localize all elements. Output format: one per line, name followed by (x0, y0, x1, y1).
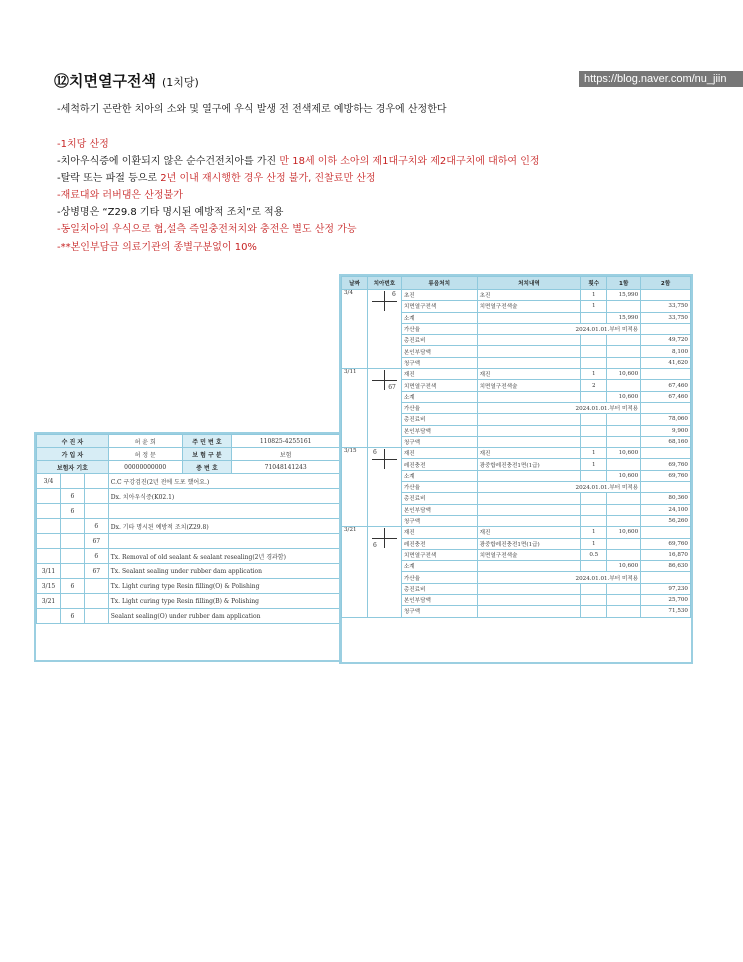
row-text: Sealant sealing(O) under rubber dam application (108, 609, 339, 624)
note-3 (57, 169, 376, 184)
treatment-detail (477, 515, 581, 526)
amount-2: 71,530 (641, 606, 691, 617)
tooth-upper: 6 (60, 579, 84, 594)
treatment-detail (477, 436, 581, 447)
chart-row (37, 594, 340, 609)
treatment-detail (477, 583, 581, 594)
treatment-detail: 재진 (477, 527, 581, 538)
tooth-cross-v (384, 370, 385, 390)
tooth-cross (370, 369, 399, 391)
tooth-lower (84, 609, 108, 624)
tooth-lower: 67 (84, 564, 108, 579)
claim-row (342, 527, 691, 538)
row-date: 3/11 (37, 564, 61, 579)
amount-2: 86,630 (641, 561, 691, 572)
treatment-count (581, 357, 607, 368)
row-text: Tx. Sealant sealing under rubber dam application (108, 564, 339, 579)
tooth-lower: 6 (84, 519, 108, 534)
group-date: 3/4 (342, 290, 368, 369)
header-row (37, 435, 340, 448)
tooth-diagram (367, 369, 401, 448)
amount-2: 56,260 (641, 515, 691, 526)
amount-1 (607, 583, 641, 594)
treatment-count: 0.5 (581, 549, 607, 560)
tooth-cross (370, 290, 399, 312)
treatment-count (581, 504, 607, 515)
treatment-detail (477, 312, 581, 323)
insurer-code-value: 00000000000 (108, 461, 182, 474)
treatment-count (581, 493, 607, 504)
treatment-name: 치면열구전색 (401, 549, 477, 560)
treatment-detail (477, 335, 581, 346)
note-5: -상병명은 “Z29.8 기타 명시된 예방적 조치”로 적용 (57, 207, 284, 218)
treatment-detail: 광중합레진충전1면(1급) (477, 459, 581, 470)
amount-2: 33,750 (641, 312, 691, 323)
treatment-detail: 2024.01.01.부터 미적용 (477, 482, 641, 493)
col-detail: 처치내역 (477, 277, 581, 290)
header-row (37, 448, 340, 461)
chart-row (37, 504, 340, 519)
subscriber-label: 가 입 자 (37, 448, 109, 461)
treatment-detail (477, 470, 581, 481)
tooth-lower (84, 594, 108, 609)
tooth-diagram (367, 527, 401, 617)
note-1: -1치당 산정 (57, 139, 109, 150)
treatment-count: 1 (581, 448, 607, 459)
treatment-detail (477, 606, 581, 617)
note-2-extra: 만 18세 이하 소아의 제1대구치와 제2대구치에 대하여 인정 (279, 156, 540, 167)
tooth-upper (60, 474, 84, 489)
treatment-detail: 초진 (477, 290, 581, 301)
treatment-count: 1 (581, 290, 607, 301)
treatment-detail: 재진 (477, 369, 581, 380)
claim-row (342, 369, 691, 380)
chart-row (37, 474, 340, 489)
amount-2: 49,720 (641, 335, 691, 346)
tooth-upper (60, 549, 84, 564)
patient-label: 수 진 자 (37, 435, 109, 448)
card-number-label: 증 번 호 (182, 461, 232, 474)
treatment-count: 1 (581, 538, 607, 549)
amount-2 (641, 290, 691, 301)
treatment-name: 치면열구전색 (401, 301, 477, 312)
treatment-detail: 치면열구전색술 (477, 301, 581, 312)
intro-text: -세척하기 곤란한 치아의 소와 및 열구에 우식 발생 전 전색제로 예방하는 경우에 산정한다 (57, 104, 447, 115)
note-7: -**본인부담금 의료기관의 종별구분없이 10% (57, 242, 257, 253)
row-text: Tx. Light curing type Resin filling(O) & Polishing (108, 579, 339, 594)
treatment-name: 소계 (401, 470, 477, 481)
amount-1: 10,600 (607, 527, 641, 538)
amount-2: 8,100 (641, 346, 691, 357)
treatment-name: 본인부담액 (401, 504, 477, 515)
col-count: 횟수 (581, 277, 607, 290)
amount-1 (607, 493, 641, 504)
amount-2 (641, 482, 691, 493)
col-treatment: 류음처치 (401, 277, 477, 290)
treatment-name: 레진충전 (401, 459, 477, 470)
title-sub: (1치당) (161, 76, 199, 89)
amount-2 (641, 448, 691, 459)
row-text: C.C 구강검진(2년 전에 도포 했어요.) (108, 474, 339, 489)
treatment-name: 본인부담액 (401, 425, 477, 436)
row-date (37, 549, 61, 564)
amount-1 (607, 414, 641, 425)
treatment-detail: 광중합레진충전1면(1급) (477, 538, 581, 549)
treatment-name: 총진료비 (401, 414, 477, 425)
amount-2: 9,900 (641, 425, 691, 436)
amount-2: 97,230 (641, 583, 691, 594)
amount-1: 15,990 (607, 290, 641, 301)
amount-1 (607, 538, 641, 549)
amount-1 (607, 549, 641, 560)
tooth-lower (84, 489, 108, 504)
group-date: 3/15 (342, 448, 368, 527)
amount-2 (641, 402, 691, 413)
group-date: 3/21 (342, 527, 368, 617)
treatment-count (581, 595, 607, 606)
amount-1 (607, 459, 641, 470)
chart-row (37, 549, 340, 564)
treatment-name: 청구액 (401, 515, 477, 526)
amount-1 (607, 515, 641, 526)
chart-row (37, 489, 340, 504)
treatment-name: 소계 (401, 312, 477, 323)
amount-1: 10,600 (607, 561, 641, 572)
note-2 (57, 152, 540, 167)
treatment-name: 가산율 (401, 482, 477, 493)
row-text: Dx. 치아우식증(K02.1) (108, 489, 339, 504)
treatment-count (581, 346, 607, 357)
amount-1 (607, 595, 641, 606)
treatment-detail: 치면열구전색술 (477, 549, 581, 560)
title-main: ⑫치면열구전색 (54, 72, 156, 90)
tooth-lower: 6 (84, 549, 108, 564)
subscriber-value: 허 정 문 (108, 448, 182, 461)
treatment-name: 재진 (401, 369, 477, 380)
treatment-detail (477, 425, 581, 436)
chart-row (37, 579, 340, 594)
tooth-upper (60, 534, 84, 549)
row-text (108, 534, 339, 549)
amount-1 (607, 357, 641, 368)
row-text: Tx. Light curing type Resin filling(B) & Polishing (108, 594, 339, 609)
tooth-upper (60, 594, 84, 609)
amount-2: 41,620 (641, 357, 691, 368)
amount-1: 10,600 (607, 470, 641, 481)
treatment-count (581, 391, 607, 402)
treatment-detail (477, 561, 581, 572)
amount-2 (641, 369, 691, 380)
amount-2: 33,750 (641, 301, 691, 312)
treatment-name: 재진 (401, 448, 477, 459)
treatment-detail (477, 504, 581, 515)
treatment-count (581, 425, 607, 436)
treatment-name: 청구액 (401, 357, 477, 368)
treatment-count (581, 470, 607, 481)
treatment-count: 2 (581, 380, 607, 391)
amount-1 (607, 380, 641, 391)
amount-1 (607, 346, 641, 357)
treatment-count (581, 312, 607, 323)
blog-url-badge: https://blog.naver.com/nu_jiin (579, 71, 743, 87)
col-date: 날짜 (342, 277, 368, 290)
treatment-count (581, 515, 607, 526)
amount-2: 78,060 (641, 414, 691, 425)
tooth-upper: 6 (60, 504, 84, 519)
card-number-value: 71048141243 (232, 461, 340, 474)
row-text: Tx. Removal of old sealant & sealant resealing(2년 경과함) (108, 549, 339, 564)
row-date (37, 609, 61, 624)
treatment-name: 청구액 (401, 606, 477, 617)
treatment-detail (477, 391, 581, 402)
amount-2: 24,100 (641, 504, 691, 515)
group-date: 3/11 (342, 369, 368, 448)
tooth-lower: 67 (84, 534, 108, 549)
tooth-lower (84, 474, 108, 489)
tooth-diagram (367, 448, 401, 527)
row-date: 3/15 (37, 579, 61, 594)
note-4: -재료대와 러버댐은 산정불가 (57, 190, 183, 201)
treatment-count (581, 414, 607, 425)
col-amount1: 1함 (607, 277, 641, 290)
claim-rows (342, 290, 691, 618)
treatment-name: 본인부담액 (401, 595, 477, 606)
treatment-name: 본인부담액 (401, 346, 477, 357)
treatment-name: 총진료비 (401, 335, 477, 346)
tooth-cross-v (384, 528, 385, 548)
treatment-count: 1 (581, 301, 607, 312)
treatment-name: 치면열구전색 (401, 380, 477, 391)
note-3-text: -탈락 또는 파절 등으로 (57, 173, 161, 184)
treatment-detail: 치면열구전색술 (477, 380, 581, 391)
treatment-detail (477, 493, 581, 504)
tooth-number: 6 (392, 291, 396, 298)
treatment-detail (477, 414, 581, 425)
note-3-extra: 2년 이내 재시행한 경우 산정 불가, 진찰료만 산정 (160, 173, 376, 184)
tooth-upper (60, 519, 84, 534)
col-tooth: 치아번호 (367, 277, 401, 290)
amount-1 (607, 425, 641, 436)
insurance-type-value: 보험 (232, 448, 340, 461)
treatment-detail (477, 346, 581, 357)
tooth-lower (84, 579, 108, 594)
chart-rows (37, 474, 340, 624)
insurance-type-label: 보 험 구 분 (182, 448, 232, 461)
treatment-name: 가산율 (401, 402, 477, 413)
claim-row (342, 290, 691, 301)
amount-2 (641, 323, 691, 334)
amount-1 (607, 606, 641, 617)
chart-row (37, 519, 340, 534)
patient-value: 허 윤 희 (108, 435, 182, 448)
amount-2: 80,360 (641, 493, 691, 504)
row-date: 3/4 (37, 474, 61, 489)
amount-2: 69,760 (641, 470, 691, 481)
row-text: Dx. 기타 명시된 예방적 조치(Z29.8) (108, 519, 339, 534)
treatment-count (581, 583, 607, 594)
treatment-name: 총진료비 (401, 493, 477, 504)
tooth-cross-v (384, 449, 385, 469)
tooth-number: 6 (372, 542, 377, 550)
treatment-name: 재진 (401, 527, 477, 538)
treatment-count: 1 (581, 459, 607, 470)
treatment-name: 초진 (401, 290, 477, 301)
treatment-count (581, 606, 607, 617)
amount-2: 16,870 (641, 549, 691, 560)
treatment-name: 총진료비 (401, 583, 477, 594)
tooth-cross (370, 527, 399, 549)
amount-1 (607, 301, 641, 312)
tooth-upper: 6 (60, 489, 84, 504)
amount-2: 67,460 (641, 391, 691, 402)
treatment-detail (477, 595, 581, 606)
col-amount2: 2함 (641, 277, 691, 290)
treatment-detail: 2024.01.01.부터 미적용 (477, 572, 641, 583)
tooth-diagram (367, 290, 401, 369)
rrn-value: 110825-4255161 (232, 435, 340, 448)
tooth-cross (370, 448, 399, 470)
claim-row (342, 448, 691, 459)
amount-1: 10,600 (607, 448, 641, 459)
amount-2: 68,160 (641, 436, 691, 447)
amount-1 (607, 335, 641, 346)
page-title (54, 70, 199, 91)
header-row (37, 461, 340, 474)
claim-header-row (342, 277, 691, 290)
tooth-number: 6 (372, 449, 377, 457)
tooth-number: 67 (388, 384, 396, 392)
amount-2 (641, 572, 691, 583)
amount-1: 10,600 (607, 391, 641, 402)
treatment-name: 소계 (401, 391, 477, 402)
treatment-name: 가산율 (401, 572, 477, 583)
treatment-count (581, 436, 607, 447)
treatment-count (581, 335, 607, 346)
treatment-name: 레진충전 (401, 538, 477, 549)
amount-1 (607, 436, 641, 447)
amount-1 (607, 504, 641, 515)
chart-row (37, 609, 340, 624)
treatment-count: 1 (581, 527, 607, 538)
row-date: 3/21 (37, 594, 61, 609)
rrn-label: 주 민 번 호 (182, 435, 232, 448)
note-6: -동일치아의 우식으로 협,설측 즉일충전처치와 충전은 별도 산정 가능 (57, 224, 357, 235)
treatment-detail: 2024.01.01.부터 미적용 (477, 323, 641, 334)
amount-2: 25,700 (641, 595, 691, 606)
row-text (108, 504, 339, 519)
amount-2: 69,760 (641, 538, 691, 549)
amount-2: 67,460 (641, 380, 691, 391)
treatment-detail (477, 357, 581, 368)
amount-1: 15,990 (607, 312, 641, 323)
treatment-name: 소계 (401, 561, 477, 572)
tooth-lower (84, 504, 108, 519)
amount-1: 10,600 (607, 369, 641, 380)
treatment-name: 가산율 (401, 323, 477, 334)
treatment-count (581, 561, 607, 572)
tooth-upper (60, 564, 84, 579)
claim-table (341, 276, 691, 618)
patient-chart-table (36, 434, 340, 624)
row-date (37, 489, 61, 504)
treatment-detail: 재진 (477, 448, 581, 459)
amount-2: 69,760 (641, 459, 691, 470)
treatment-count: 1 (581, 369, 607, 380)
chart-row (37, 534, 340, 549)
note-2-text: -치아우식증에 이환되지 않은 순수건전치아를 가진 (57, 156, 280, 167)
treatment-detail: 2024.01.01.부터 미적용 (477, 402, 641, 413)
amount-2 (641, 527, 691, 538)
row-date (37, 504, 61, 519)
insurer-code-label: 보험자 기호 (37, 461, 109, 474)
tooth-upper: 6 (60, 609, 84, 624)
chart-row (37, 564, 340, 579)
treatment-name: 청구액 (401, 436, 477, 447)
tooth-cross-v (384, 291, 385, 311)
row-date (37, 534, 61, 549)
row-date (37, 519, 61, 534)
